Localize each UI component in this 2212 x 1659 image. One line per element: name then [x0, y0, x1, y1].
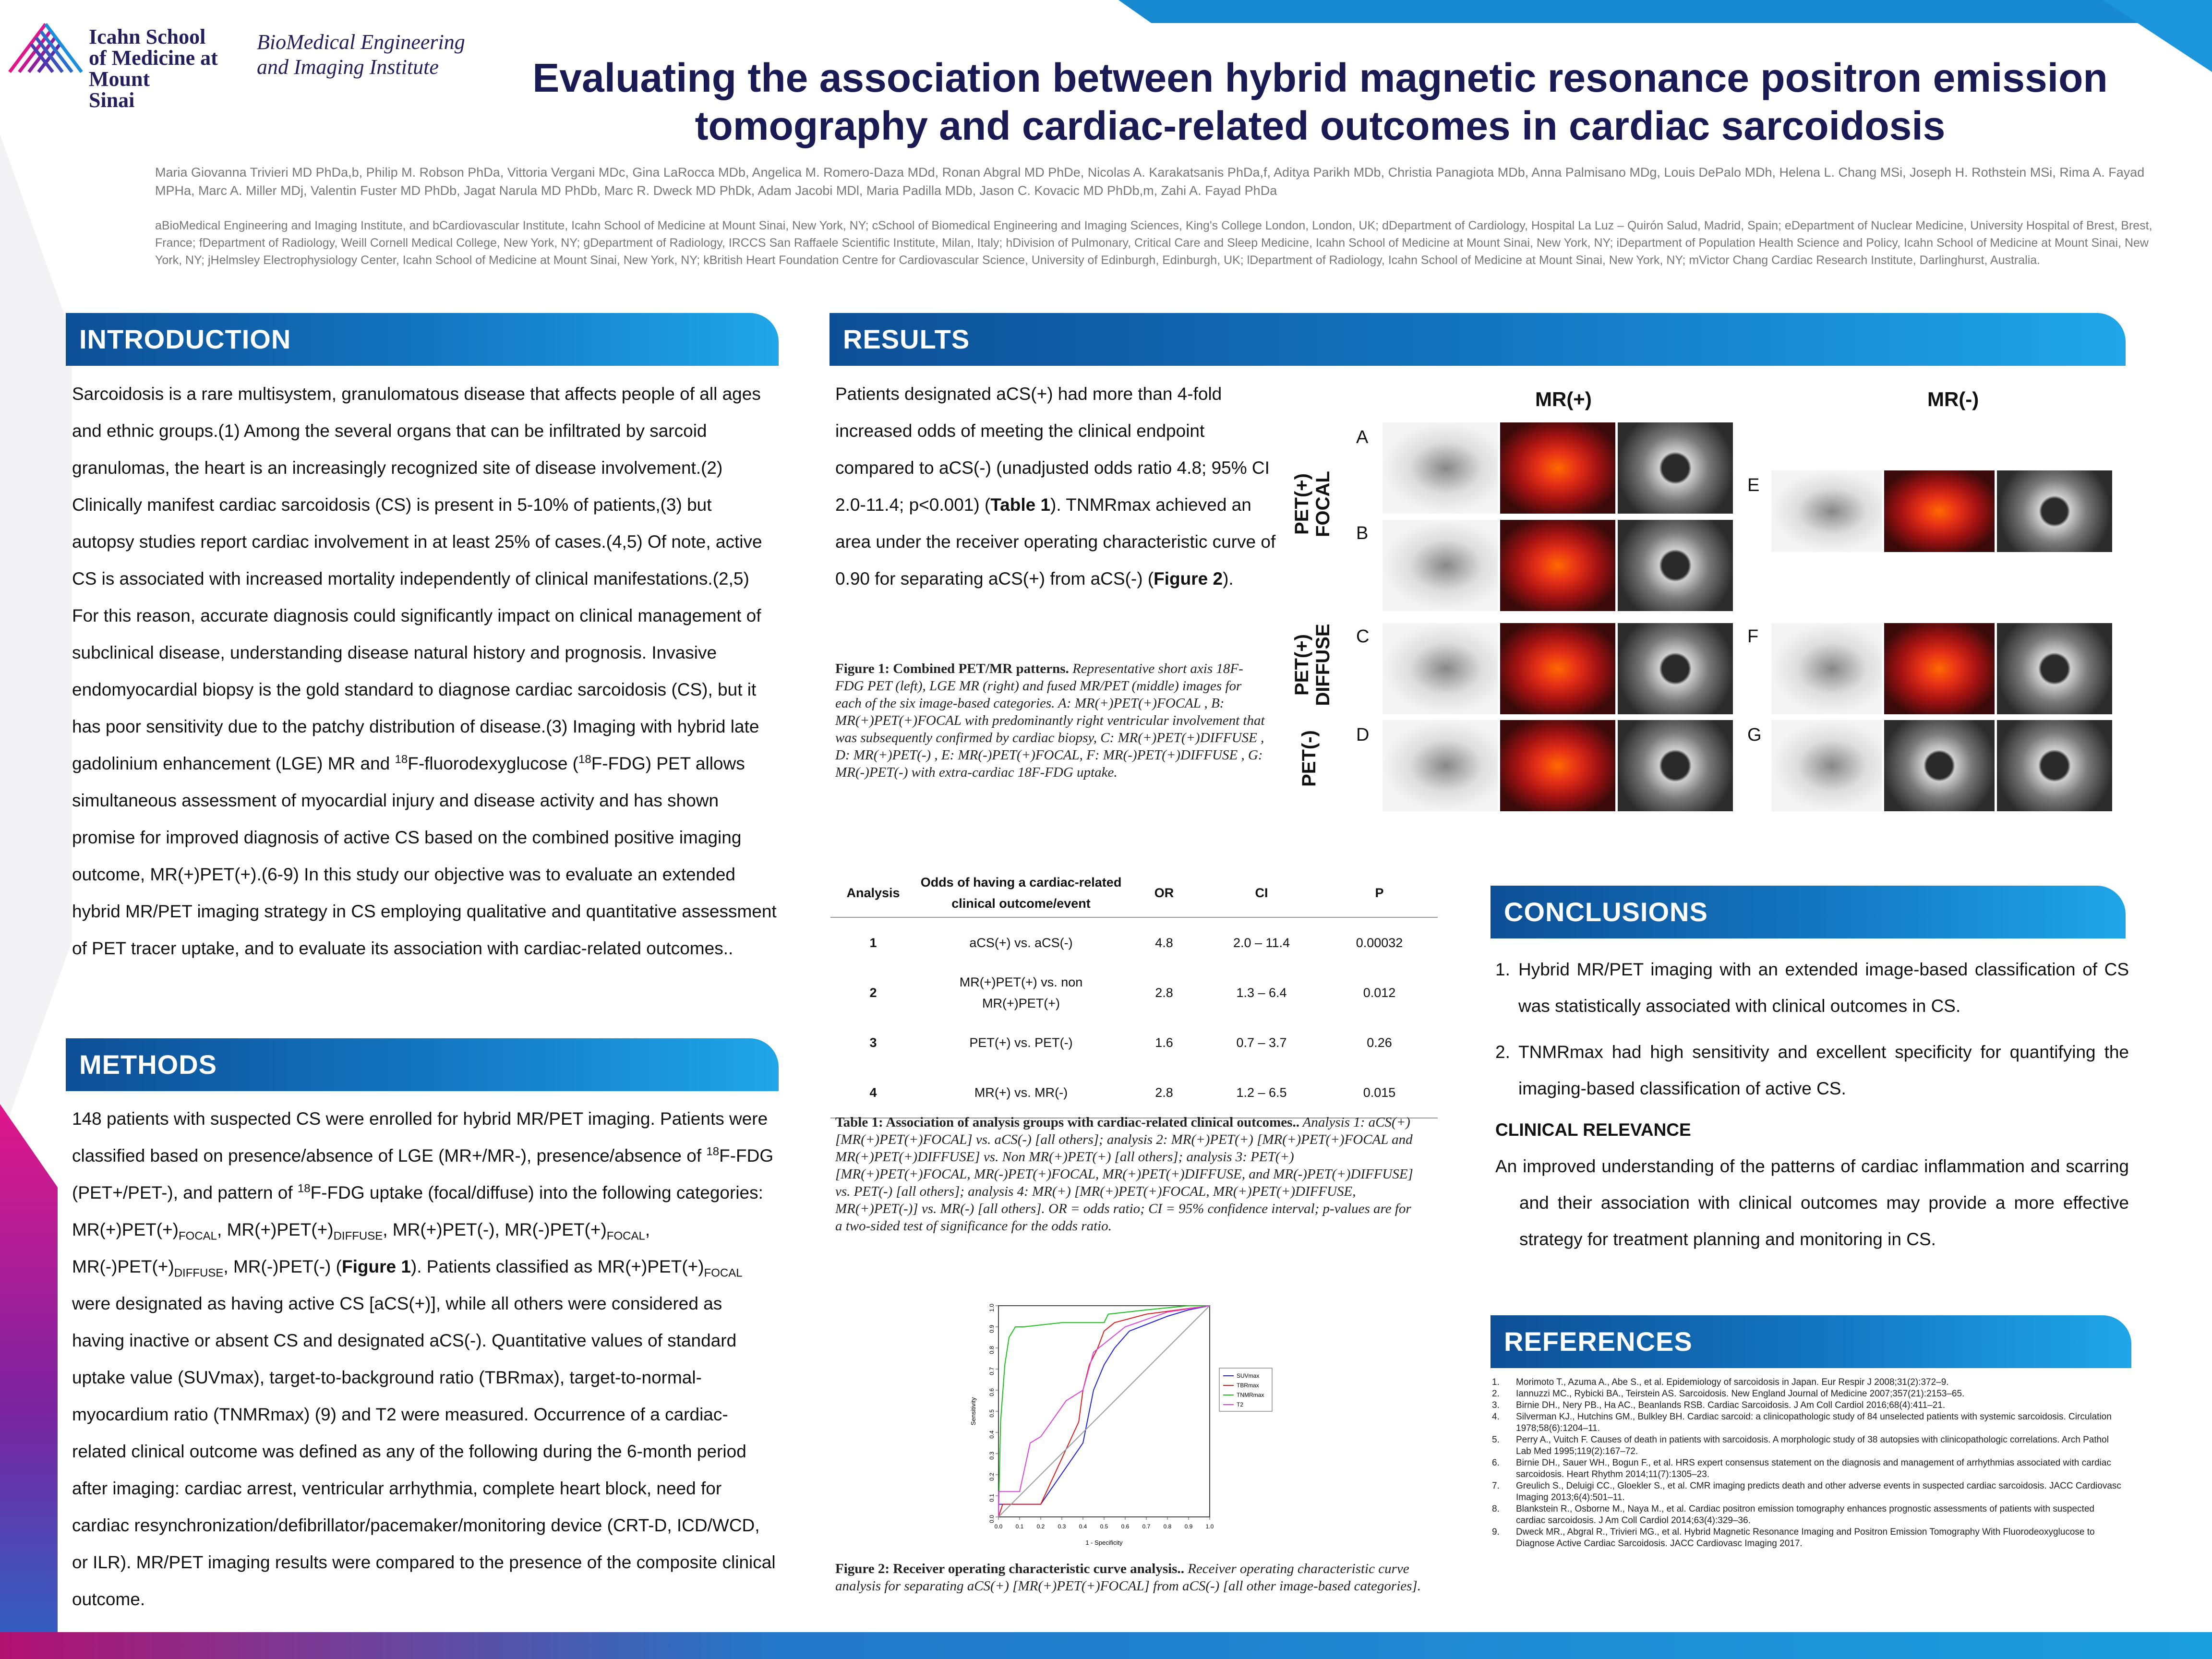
references-header: REFERENCES	[1491, 1315, 2131, 1368]
roc-ytick-label: 0.8	[988, 1346, 995, 1354]
table-cell: 1	[869, 936, 877, 950]
methods-header: METHODS	[66, 1038, 779, 1091]
figure1-group-focal: PET(+) FOCAL	[1291, 471, 1334, 537]
roc-xtick-label: 0.3	[1058, 1523, 1066, 1530]
institute-logo-text: BioMedical Engineering and Imaging Institute	[257, 30, 465, 79]
table-row	[830, 1018, 1438, 1068]
list-item: 7. Greulich S., Deluigi CC., Gloekler S., et al. CMR imaging predicts death and other adverse events in suspected cardiac sarcoidosis. JACC Cardiovasc Imaging 2013;6(4):501–11.	[1492, 1481, 2121, 1503]
figure1-label-b: B	[1356, 523, 1369, 543]
table1-header-or: OR	[1126, 869, 1202, 917]
table-cell: aCS(+) vs. aCS(-)	[969, 936, 1073, 950]
poster-title: Evaluating the association between hybrid magnetic resonance positron emission tomography and cardiac-related outcomes in cardiac sarcoidosis	[532, 55, 2108, 148]
left-grey-shape	[0, 134, 72, 1142]
table-cell: 2.0 – 11.4	[1233, 936, 1290, 950]
figure1-f-fused-image	[1884, 623, 1995, 714]
list-item: 2. TNMRmax had high sensitivity and excellent specificity for quantifying the imaging-based classification of active CS.	[1495, 1042, 2129, 1098]
figure1-d-pet-image	[1382, 720, 1498, 811]
roc-xtick-label: 0.7	[1142, 1523, 1151, 1530]
roc-xtick-label: 0.0	[994, 1523, 1003, 1530]
figure1-b-mr-image	[1618, 520, 1733, 611]
figure2-caption: Figure 2: Receiver operating characteristic curve analysis.. Receiver operating characteristic curve analysis for separating aCS(+) [MR(+)PET(+)FOCAL] from aCS(-) [all other image-based categories].	[835, 1561, 1421, 1594]
table1-header-row	[830, 869, 1438, 917]
figure1-c-pet-image	[1382, 623, 1498, 714]
figure1-group-negative: PET(-)	[1298, 730, 1320, 787]
roc-ytick-label: 0.7	[988, 1367, 995, 1375]
figure1-a-fused-image	[1500, 422, 1615, 514]
table-row	[830, 968, 1438, 1018]
table-row	[830, 917, 1438, 968]
roc-legend-label: TBRmax	[1237, 1382, 1259, 1389]
top-right-corner-triangle	[2103, 0, 2212, 72]
figure1-label-d: D	[1356, 725, 1370, 745]
methods-text: 148 patients with suspected CS were enrolled for hybrid MR/PET imaging. Patients were classified based on presence/absence of LGE (MR+/MR-), presence/absence of $^{18}$F-FDG (PET+/PET-), and pattern of $^{18}$F-FDG uptake (focal/diffuse) into the following categories: $MR(+)PET(+)_{FOCAL}$, $MR(+)PET(+)_{DIFFUSE}$, MR(+)PET(-), $MR(-)PET(+)_{FOCAL}$, $MR(-)PET(+)_{DIFFUSE}$, MR(-)PET(-) (Figure 1). Patients classified as $MR(+)PET(+)_{FOCAL}$ were designated as having active CS [aCS(+)], while all others were considered as having inactive or absent CS and designated aCS(-). Quantitative values of standard uptake value (SUVmax), target-to-background ratio (TBRmax), target-to-normal-myocardium ratio (TNMRmax) (9) and T2 were measured. Occurrence of a cardiac-related clinical outcome was defined as any of the following during the 6-month period after imaging: cardiac arrest, ventricular arrhythmia, complete heart block, need for cardiac resynchronization/defibrillator/pacemaker/monitoring device (CRT-D, ICD/WCD, or ILR). MR/PET imaging results were compared to the presence of the composite clinical outcome.	[72, 1109, 776, 1609]
roc-xtick-label: 0.6	[1121, 1523, 1130, 1530]
table1-header-ci: CI	[1202, 869, 1321, 917]
table1-header-p: P	[1321, 869, 1438, 917]
figure1-a-mr-image	[1618, 422, 1733, 514]
table-cell: MR(+)PET(+) vs. non MR(+)PET(+)	[959, 975, 1083, 1010]
list-item: 1. Hybrid MR/PET imaging with an extended image-based classification of CS was statistically associated with clinical outcomes in CS.	[1495, 960, 2129, 1016]
clinical-relevance-text: An improved understanding of the patterns of cardiac inflammation and scarring and their association with clinical outcomes may provide a more effective strategy for treatment planning and monitoring in CS.	[1495, 1156, 2129, 1249]
table-cell: 1.6	[1155, 1035, 1173, 1050]
roc-ytick-label: 0.5	[988, 1409, 995, 1418]
roc-xtick-label: 0.4	[1079, 1523, 1087, 1530]
figure1-g-mr-image	[1997, 720, 2112, 811]
table-cell: 0.015	[1321, 1068, 1438, 1118]
list-item: 6. Birnie DH., Sauer WH., Bogun F., et al. HRS expert consensus statement on the diagnosis and management of arrhythmias associated with cardiac sarcoidosis. Heart Rhythm 2014;11(7):1305–23.	[1492, 1458, 2111, 1479]
roc-xtick-label: 0.1	[1015, 1523, 1024, 1530]
author-list: Maria Giovanna Trivieri MD PhDa,b, Philip M. Robson PhDa, Vittoria Vergani MDc, Gina LaRocca MDb, Angelica M. Romero-Daza MDd, Ronan Abgral MD PhDe, Nicolas A. Karakatsanis PhDa,f, Aditya Parikh MDb, Christia Panagiota MDb, Anna Palmisano MDg, Louis DePalo MDh, Helena L. Chang MSi, Joseph H. Rothstein MSi, Rima A. Fayad MPHa, Marc A. Miller MDj, Valentin Fuster MD PhDb, Jagat Narula MD PhDb, Marc R. Dweck MD PhDk, Adam Jacobi MDl, Maria Padilla MDb, Jason C. Kovacic MD PhDb,m, Zahi A. Fayad PhDa	[155, 165, 2145, 198]
list-item: 2. Iannuzzi MC., Rybicki BA., Teirstein AS. Sarcoidosis. New England Journal of Medicine 2007;357(21):2153–65.	[1492, 1389, 1965, 1399]
figure1-b-fused-image	[1500, 520, 1615, 611]
table-cell: 2.8	[1126, 1068, 1202, 1118]
roc-legend-label: T2	[1237, 1401, 1244, 1408]
roc-xtick-label: 1.0	[1205, 1523, 1214, 1530]
list-item: 9. Dweck MR., Abgral R., Trivieri MG., et al. Hybrid Magnetic Resonance Imaging and Positron Emission Tomography With Fluorodeoxyglucose to Diagnose Active Cardiac Sarcoidosis. JACC Cardiovasc Imaging 2017.	[1492, 1527, 2095, 1549]
roc-ytick-label: 1.0	[988, 1304, 995, 1312]
table-cell: 3	[869, 1035, 877, 1050]
figure1-e-pet-image	[1771, 470, 1882, 552]
figure1-d-mr-image	[1618, 720, 1733, 811]
table-cell: 4.8	[1155, 936, 1173, 950]
figure1-c-fused-image	[1500, 623, 1615, 714]
roc-ytick-label: 0.9	[988, 1325, 995, 1333]
introduction-text: Sarcoidosis is a rare multisystem, granulomatous disease that affects people of all ages and ethnic groups.(1) Among the several organs that can be infiltrated by sarcoid granulomas, the heart is an increasingly recognized site of disease involvement.(2) Clinically manifest cardiac sarcoidosis (CS) is present in 5-10% of patients,(3) but autopsy studies report cardiac involvement in at least 25% of cases.(4,5) Of note, active CS is associated with increased mortality independently of clinical manifestations.(2,5) For this reason, accurate diagnosis could significantly impact on clinical management of subclinical disease, understanding disease natural history and prognosis. Invasive endomyocardial biopsy is the gold standard to diagnose cardiac sarcoidosis (CS), but it has poor sensitivity due to the patchy distribution of disease.(3) Imaging with hybrid late gadolinium enhancement (LGE) MR and $^{18}$F-fluorodexyglucose ($^{18}$F-FDG) PET allows simultaneous assessment of myocardial injury and disease activity and has shown promise for improved diagnosis of active CS based on the combined positive imaging outcome, MR(+)PET(+).(6-9) In this study our objective was to evaluate an extended hybrid MR/PET imaging strategy in CS employing qualitative and quantitative assessment of PET tracer uptake, and to evaluate its association with cardiac-related outcomes..	[72, 384, 777, 958]
table1-header-analysis: Analysis	[830, 869, 916, 917]
figure1-b-pet-image	[1382, 520, 1498, 611]
roc-ytick-label: 0.2	[988, 1473, 995, 1481]
figure1-g-fused-image	[1884, 720, 1995, 811]
conclusions-list	[1495, 951, 2129, 1258]
table-cell: 2.8	[1155, 986, 1173, 1000]
figure1-label-a: A	[1356, 427, 1369, 447]
roc-series-line-reference	[998, 1306, 1210, 1517]
figure1-e-fused-image	[1884, 470, 1995, 552]
table1	[830, 869, 1438, 1118]
figure1-c-mr-image	[1618, 623, 1733, 714]
figure1-d-fused-image	[1500, 720, 1615, 811]
top-right-accent-bar	[1118, 0, 2212, 23]
figure1-caption: Figure 1: Combined PET/MR patterns. Representative short axis 18F-FDG PET (left), LGE MR (right) and fused MR/PET (middle) images for each of the six image-based categories. A: MR(+)PET(+)FOCAL , B: MR(+)PET(+)FOCAL with predominantly right ventricular involvement that was subsequently confirmed by cardiac biopsy, C: MR(+)PET(+)DIFFUSE , D: MR(+)PET(-) , E: MR(-)PET(+)FOCAL, F: MR(-)PET(+)DIFFUSE , G: MR(-)PET(-) with extra-cardiac 18F-FDG uptake.	[835, 661, 1265, 780]
figure1-group-diffuse: PET(+) DIFFUSE	[1291, 624, 1334, 706]
table-cell: PET(+) vs. PET(-)	[969, 1035, 1073, 1050]
table-row	[830, 1068, 1438, 1118]
list-item: 8. Blankstein R., Osborne M., Naya M., et al. Cardiac positron emission tomography enhances prognostic assessments of patients with suspected cardiac sarcoidosis. J Am Coll Cardiol 2014;63(4):329–36.	[1492, 1504, 2094, 1526]
table1-caption: Table 1: Association of analysis groups with cardiac-related clinical outcomes.. Analysis 1: aCS(+) [MR(+)PET(+)FOCAL] vs. aCS(-) [all others]; analysis 2: MR(+)PET(+) [MR(+)PET(+)FOCAL and MR(+)PET(+)DIFFUSE] vs. Non MR(+)PET(+) [all others]; analysis 3: PET(+) [MR(+)PET(+)FOCAL, MR(-)PET(+)FOCAL, MR(+)PET(+)DIFFUSE, and MR(-)PET(+)DIFFUSE] vs. PET(-) [all others]; analysis 4: MR(+) [MR(+)PET(+)FOCAL, MR(+)PET(+)DIFFUSE, MR(+)PET(-)] vs. MR(-) [all others]. OR = odds ratio; CI = 95% confidence interval; p-values are for a two-sided test of significance for the odds ratio.	[835, 1115, 1413, 1234]
figure1-a-pet-image	[1382, 422, 1498, 514]
roc-xlabel: 1 - Specificity	[1085, 1539, 1123, 1546]
references-list	[1492, 1377, 2126, 1550]
list-item: 3. Birnie DH., Nery PB., Ha AC., Beanlands RSB. Cardiac Sarcoidosis. J Am Coll Cardiol 2016;68(4):411–21.	[1492, 1400, 1946, 1410]
roc-ytick-label: 0.4	[988, 1431, 995, 1439]
roc-legend-label: SUVmax	[1237, 1372, 1260, 1379]
bottom-gradient-bar	[0, 1632, 2212, 1659]
figure1-label-c: C	[1356, 626, 1370, 647]
roc-ytick-label: 0.0	[988, 1515, 995, 1523]
table-cell: 0.012	[1363, 986, 1396, 1000]
roc-ytick-label: 0.3	[988, 1452, 995, 1460]
clinical-relevance-heading: CLINICAL RELEVANCE	[1495, 1120, 1691, 1140]
table-cell: 0.00032	[1356, 936, 1403, 950]
roc-ytick-label: 0.1	[988, 1494, 995, 1502]
roc-legend-label: TNMRmax	[1237, 1392, 1264, 1398]
results-text: Patients designated aCS(+) had more than 4-fold increased odds of meeting the clinical endpoint compared to aCS(-) (unadjusted odds ratio 4.8; 95% CI 2.0-11.4; p<0.001) (Table 1). TNMRmax achieved an area under the receiver operating characteristic curve of 0.90 for separating aCS(+) from aCS(-) (Figure 2).	[835, 384, 1276, 589]
figure1-col-mr-positive: MR(+)	[1535, 388, 1592, 410]
roc-xtick-label: 0.2	[1036, 1523, 1045, 1530]
roc-xtick-label: 0.5	[1100, 1523, 1108, 1530]
table-cell: MR(+) vs. MR(-)	[916, 1068, 1126, 1118]
table-cell: 1.2 – 6.5	[1202, 1068, 1321, 1118]
introduction-header: INTRODUCTION	[66, 313, 779, 366]
roc-ylabel: Sensitivity	[970, 1397, 977, 1426]
figure1-f-mr-image	[1997, 623, 2112, 714]
table-cell: 4	[830, 1068, 916, 1118]
list-item: 4. Silverman KJ., Hutchins GM., Bulkley BH. Cardiac sarcoid: a clinicopathologic study of 84 unselected patients with systemic sarcoidosis. Circulation 1978;58(6):1204–11.	[1492, 1412, 2112, 1433]
table1-header-odds: Odds of having a cardiac-related clinical outcome/event	[916, 869, 1126, 917]
table-cell: 0.7 – 3.7	[1236, 1035, 1287, 1050]
figure1-col-mr-negative: MR(-)	[1927, 388, 1979, 410]
school-logo-text: Icahn School of Medicine at Mount Sinai	[89, 25, 218, 112]
left-gradient-stripe	[0, 1104, 58, 1659]
conclusions-header: CONCLUSIONS	[1491, 886, 2126, 938]
figure1-label-e: E	[1747, 475, 1760, 495]
table-cell: 0.26	[1367, 1035, 1392, 1050]
affiliation-list: aBioMedical Engineering and Imaging Institute, and bCardiovascular Institute, Icahn School of Medicine at Mount Sinai, New York, NY; cSchool of Biomedical Engineering and Imaging Sciences, King's College London, London, UK; dDepartment of Cardiology, Hospital La Luz – Quirón Salud, Madrid, Spain; eDepartment of Nuclear Medicine, University Hospital of Brest, Brest, France; fDepartment of Radiology, Weill Cornell Medical College, New York, NY; gDepartment of Radiology, IRCCS San Raffaele Scientific Institute, Milan, Italy; hDivision of Pulmonary, Critical Care and Sleep Medicine, Icahn School of Medicine at Mount Sinai, New York, NY; iDepartment of Population Health Science and Policy, Icahn School of Medicine at Mount Sinai, New York, NY; jHelmsley Electrophysiology Center, Icahn School of Medicine at Mount Sinai, New York, NY; kBritish Heart Foundation Centre for Cardiovascular Science, University of Edinburgh, Edinburgh, UK; lDepartment of Radiology, Icahn School of Medicine at Mount Sinai, New York, NY; mVictor Chang Cardiac Research Institute, Darlinghurst, Australia.	[155, 219, 2152, 267]
results-header: RESULTS	[830, 313, 2126, 366]
figure1-g-pet-image	[1771, 720, 1882, 811]
table-cell: 1.3 – 6.4	[1236, 986, 1287, 1000]
mount-sinai-logo-icon	[5, 19, 86, 77]
figure1-label-f: F	[1747, 626, 1759, 647]
roc-xtick-label: 0.9	[1184, 1523, 1193, 1530]
figure1-label-g: G	[1747, 725, 1762, 745]
list-item: 1. Morimoto T., Azuma A., Abe S., et al. Epidemiology of sarcoidosis in Japan. Eur Respir J 2008;31(2):372–9.	[1492, 1377, 1949, 1387]
figure1-e-mr-image	[1997, 470, 2112, 552]
roc-xtick-label: 0.8	[1163, 1523, 1172, 1530]
roc-ytick-label: 0.6	[988, 1388, 995, 1396]
table-cell: 2	[869, 986, 877, 1000]
list-item: 5. Perry A., Vuitch F. Causes of death in patients with sarcoidosis. A morphologic study of 38 autopsies with clinicopathologic correlations. Arch Pathol Lab Med 1995;119(2):167–72.	[1492, 1435, 2109, 1456]
figure1-f-pet-image	[1771, 623, 1882, 714]
figure2-roc-chart	[960, 1296, 1306, 1555]
